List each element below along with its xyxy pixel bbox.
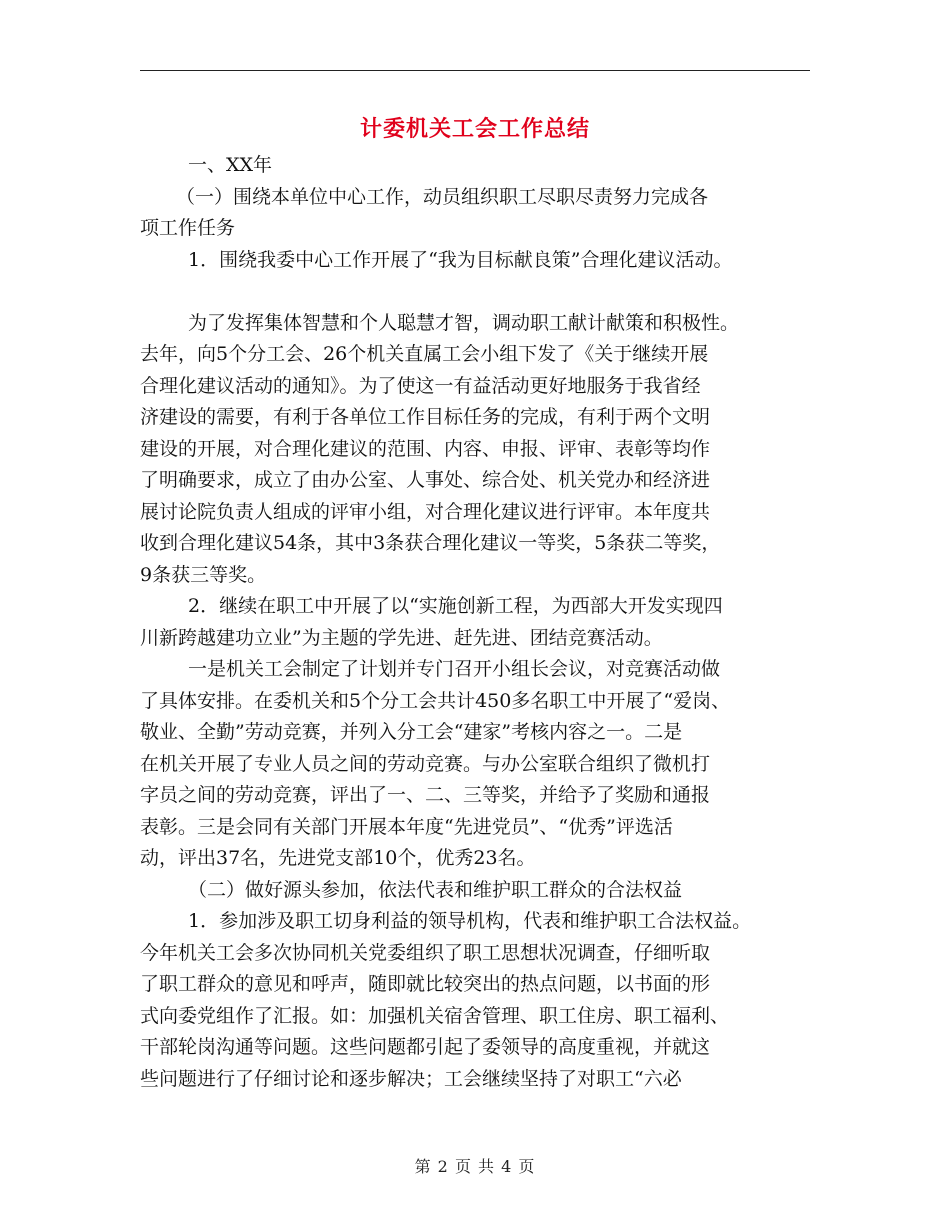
paragraph-line: 济建设的需要，有利于各单位工作目标任务的完成，有利于两个文明 (140, 406, 711, 428)
page-number: 第 2 页 共 4 页 (414, 1157, 536, 1176)
paragraph-line: 9条获三等奖。 (140, 563, 267, 586)
subsection-heading: （二）做好源头参加，依法代表和维护职工群众的合法权益 (188, 878, 683, 901)
paragraph-line: 展讨论院负责人组成的评审小组，对合理化建议进行评审。本年度共 (140, 500, 711, 523)
item-heading: 1．参加涉及职工切身利益的领导机构，代表和维护职工合法权益。 (188, 910, 752, 932)
paragraph-line: 一是机关工会制定了计划并专门召开小组长会议，对竞赛活动做 (188, 658, 721, 680)
item-heading-cont: 川新跨越建功立业”为主题的学先进、赶先进、团结竞赛活动。 (140, 626, 663, 649)
paragraph-line: 式向委党组作了汇报。如：加强机关宿舍管理、职工住房、职工福利、 (140, 1004, 730, 1027)
paragraph-line: 合理化建议活动的通知》。为了使这一有益活动更好地服务于我省经 (140, 374, 701, 397)
paragraph-line: 了明确要求，成立了由办公室、人事处、综合处、机关党办和经济进 (140, 469, 711, 491)
paragraph-line: 表彰。三是会同有关部门开展本年度“先进党员”、“优秀”评选活 (140, 815, 673, 838)
paragraph-line: 动，评出37名，先进党支部10个，优秀23名。 (140, 847, 536, 869)
blank-line (140, 276, 820, 308)
paragraph-line: 字员之间的劳动竞赛，评出了一、二、三等奖，并给予了奖励和通报 (140, 784, 711, 806)
document-body (140, 150, 820, 1095)
subsection-heading-cont: 项工作任务 (140, 217, 236, 239)
paragraph-line: 收到合理化建议54条，其中3条获合理化建议一等奖，5条获二等奖， (140, 532, 721, 554)
header-rule (140, 70, 810, 71)
paragraph-line: 敬业、全勤”劳动竞赛，并列入分工会“建家”考核内容之一。二是 (140, 721, 683, 743)
document-title: 计委机关工会工作总结 (359, 117, 590, 142)
paragraph-line: 建设的开展，对合理化建议的范围、内容、申报、评审、表彰等均作 (140, 437, 711, 460)
paragraph-line: 了职工群众的意见和呼声，随即就比较突出的热点问题，以书面的形 (140, 973, 711, 995)
subsection-heading: （一）围绕本单位中心工作，动员组织职工尽职尽责努力完成各 (176, 185, 709, 208)
paragraph-line: 今年机关工会多次协同机关党委组织了职工思想状况调查，仔细听取 (140, 941, 711, 964)
paragraph-line: 干部轮岗沟通等问题。这些问题都引起了委领导的高度重视，并就这 (140, 1036, 711, 1058)
section-heading: 一、XX年 (188, 154, 273, 176)
item-heading: 1．围绕我委中心工作开展了“我为目标献良策”合理化建议活动。 (188, 248, 733, 271)
paragraph-line: 了具体安排。在委机关和5个分工会共计450多名职工中开展了“爱岗、 (140, 689, 731, 712)
item-heading: 2．继续在职工中开展了以“实施创新工程，为西部大开发实现四 (188, 595, 723, 617)
paragraph-line: 为了发挥集体智慧和个人聪慧才智，调动职工献计献策和积极性。 (188, 311, 740, 334)
paragraph-line: 去年，向5个分工会、26个机关直属工会小组下发了《关于继续开展 (140, 343, 709, 365)
paragraph-line: 在机关开展了专业人员之间的劳动竞赛。与办公室联合组织了微机打 (140, 752, 711, 775)
paragraph-line: 些问题进行了仔细讨论和逐步解决；工会继续坚持了对职工“六必 (140, 1067, 682, 1090)
